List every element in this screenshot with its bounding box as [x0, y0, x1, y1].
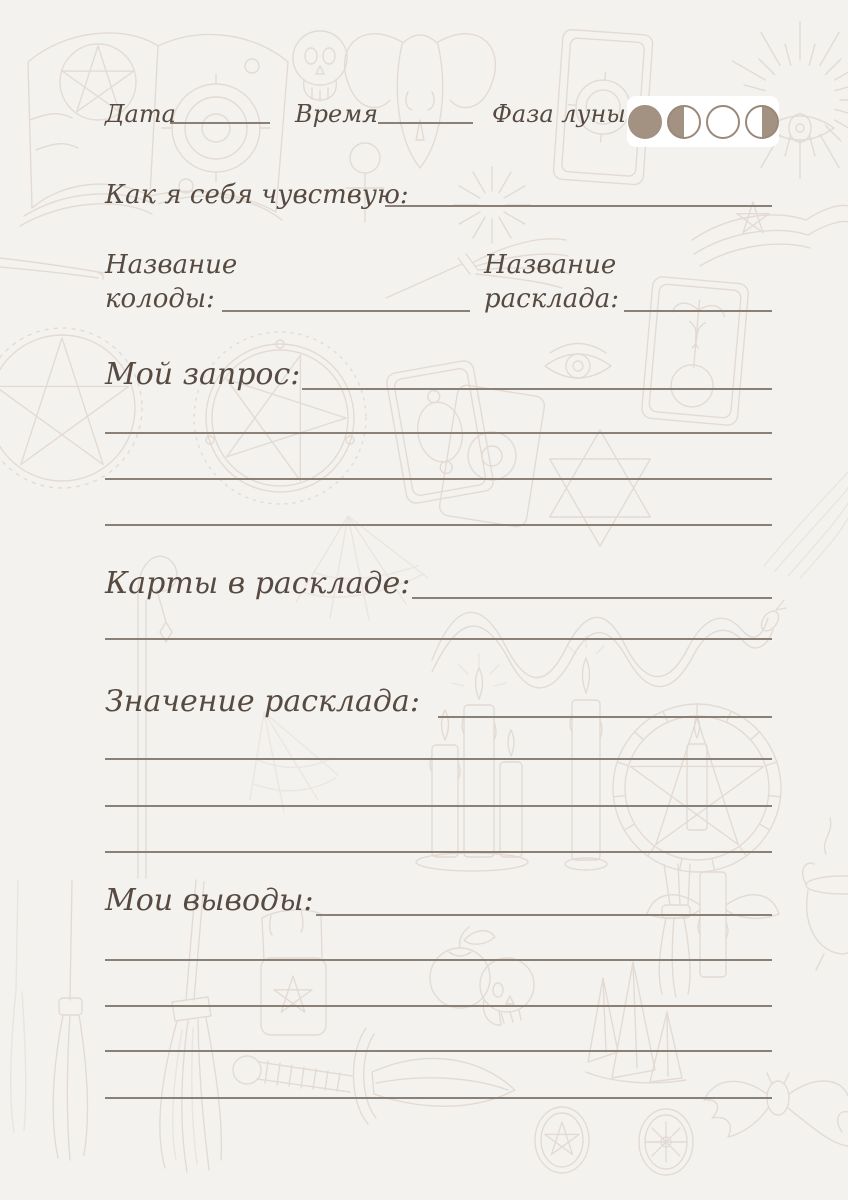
moon-phase-label: Фаза луны	[492, 100, 626, 128]
request-line[interactable]	[105, 432, 772, 434]
pentacle-wheel-icon	[613, 704, 781, 872]
candle-jar-icon	[261, 910, 326, 1035]
time-label: Время	[295, 100, 378, 128]
hanging-tassel-icon	[11, 880, 88, 1160]
deck-label	[105, 248, 237, 316]
wand-icon	[0, 258, 104, 279]
time-line[interactable]	[378, 122, 473, 124]
pentacle-coin-icon	[535, 1107, 589, 1173]
amulet-tassel-icon	[659, 864, 690, 997]
meaning-line[interactable]	[105, 805, 772, 807]
deck-label-line2: колоды:	[105, 284, 215, 314]
snake-icon	[432, 600, 786, 688]
request-line[interactable]	[105, 478, 772, 480]
spread-label-line1: Название	[484, 250, 617, 280]
sun-coin-icon	[639, 1109, 693, 1175]
conclusions-line[interactable]	[105, 959, 772, 961]
cards-label: Карты в раскладе:	[105, 566, 411, 601]
hexagram-icon	[550, 430, 651, 546]
bat-icon	[704, 1073, 848, 1146]
meaning-line[interactable]	[438, 716, 772, 718]
tall-candle-icon	[565, 658, 607, 870]
winged-candle-icon	[647, 872, 779, 977]
moon-full-icon[interactable]	[628, 105, 662, 139]
meaning-line[interactable]	[105, 758, 772, 760]
hanging-broom-icon	[160, 880, 221, 1172]
moon-phase-panel	[627, 96, 779, 147]
conclusions-label: Мои выводы:	[105, 883, 314, 918]
cards-line[interactable]	[412, 597, 772, 599]
caduceus-card-icon	[641, 276, 749, 426]
skull-icon	[293, 31, 347, 101]
meaning-line[interactable]	[105, 851, 772, 853]
cauldron-icon	[803, 818, 848, 970]
spread-line[interactable]	[624, 310, 772, 312]
date-line[interactable]	[170, 122, 270, 124]
spread-label	[484, 248, 619, 316]
spread-label-line2: расклада:	[484, 284, 620, 314]
cards-line[interactable]	[105, 638, 772, 640]
conclusions-line[interactable]	[316, 914, 772, 916]
pentagram-circle-icon	[0, 328, 142, 488]
date-label: Дата	[105, 100, 176, 128]
sparkle-icon	[452, 636, 604, 686]
deck-label-line1: Название	[105, 250, 238, 280]
eye-icon	[545, 344, 611, 379]
deck-line[interactable]	[222, 310, 470, 312]
request-label: Мой запрос:	[105, 357, 301, 392]
crystals-icon	[586, 962, 686, 1083]
moon-last-quarter-icon[interactable]	[745, 105, 779, 139]
dagger-icon	[233, 1028, 515, 1124]
open-book-icon	[692, 202, 848, 266]
tarot-cards-icon	[385, 359, 546, 528]
quill-icon	[764, 472, 848, 578]
moon-first-quarter-icon[interactable]	[667, 105, 701, 139]
moon-new-icon[interactable]	[706, 105, 740, 139]
apple-icon	[430, 927, 495, 1008]
request-line[interactable]	[302, 388, 772, 390]
meaning-label: Значение расклада:	[105, 684, 420, 719]
skull-profile-icon	[480, 958, 534, 1025]
conclusions-line[interactable]	[105, 1050, 772, 1052]
candle-group-icon	[416, 668, 528, 871]
conclusions-line[interactable]	[105, 1005, 772, 1007]
conclusions-line[interactable]	[105, 1097, 772, 1099]
feeling-label: Как я себя чувствую:	[105, 180, 409, 210]
request-line[interactable]	[105, 524, 772, 526]
feeling-line[interactable]	[385, 205, 772, 207]
small-web-icon	[250, 712, 338, 812]
